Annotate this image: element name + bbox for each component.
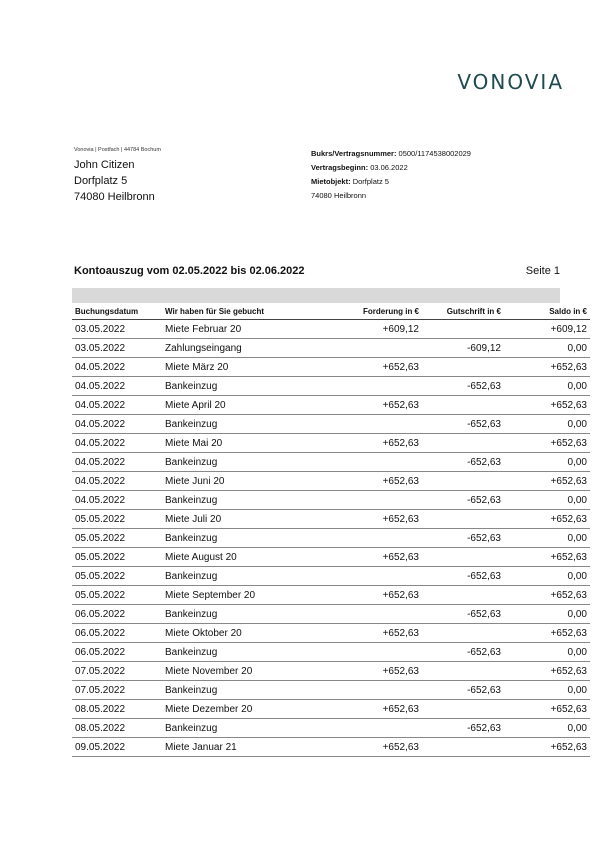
cell-gutschrift xyxy=(422,586,504,605)
cell-saldo: +609,12 xyxy=(504,320,590,339)
table-row xyxy=(72,339,590,358)
cell-description: Miete Januar 21 xyxy=(162,738,318,757)
contract-start-value: 03.06.2022 xyxy=(370,163,408,172)
cell-description: Miete März 20 xyxy=(162,358,318,377)
cell-gutschrift xyxy=(422,700,504,719)
cell-description: Bankeinzug xyxy=(162,719,318,738)
cell-forderung: +652,63 xyxy=(318,510,422,529)
table-row xyxy=(72,396,590,415)
contract-start-label: Vertragsbeginn: xyxy=(311,163,369,172)
table-row xyxy=(72,567,590,586)
cell-saldo: +652,63 xyxy=(504,396,590,415)
cell-forderung: +652,63 xyxy=(318,624,422,643)
table-row xyxy=(72,738,590,757)
cell-forderung xyxy=(318,605,422,624)
cell-forderung xyxy=(318,339,422,358)
cell-forderung: +652,63 xyxy=(318,738,422,757)
statement-table xyxy=(72,303,590,757)
cell-gutschrift: -652,63 xyxy=(422,605,504,624)
cell-saldo: +652,63 xyxy=(504,624,590,643)
cell-forderung: +609,12 xyxy=(318,320,422,339)
table-header-row xyxy=(72,303,590,320)
sender-line: Vonovia | Postfach | 44784 Bochum xyxy=(74,147,161,153)
cell-gutschrift xyxy=(422,548,504,567)
page-number: Seite 1 xyxy=(525,265,560,277)
cell-description: Miete Mai 20 xyxy=(162,434,318,453)
cell-forderung: +652,63 xyxy=(318,358,422,377)
cell-saldo: 0,00 xyxy=(504,339,590,358)
cell-date: 04.05.2022 xyxy=(72,434,162,453)
cell-saldo: +652,63 xyxy=(504,358,590,377)
cell-description: Miete Februar 20 xyxy=(162,320,318,339)
cell-gutschrift: -609,12 xyxy=(422,339,504,358)
contract-object-value: Dorfplatz 5 xyxy=(352,177,389,186)
cell-gutschrift: -652,63 xyxy=(422,719,504,738)
cell-description: Miete Oktober 20 xyxy=(162,624,318,643)
cell-forderung: +652,63 xyxy=(318,548,422,567)
cell-date: 09.05.2022 xyxy=(72,738,162,757)
cell-saldo: 0,00 xyxy=(504,377,590,396)
cell-description: Bankeinzug xyxy=(162,681,318,700)
cell-description: Bankeinzug xyxy=(162,415,318,434)
cell-gutschrift xyxy=(422,624,504,643)
cell-forderung xyxy=(318,415,422,434)
cell-forderung xyxy=(318,643,422,662)
cell-date: 07.05.2022 xyxy=(72,662,162,681)
cell-saldo: +652,63 xyxy=(504,586,590,605)
table-row xyxy=(72,548,590,567)
cell-date: 04.05.2022 xyxy=(72,472,162,491)
cell-gutschrift: -652,63 xyxy=(422,491,504,510)
cell-date: 05.05.2022 xyxy=(72,586,162,605)
header-forderung: Forderung in € xyxy=(318,303,422,320)
cell-date: 06.05.2022 xyxy=(72,605,162,624)
header-bar xyxy=(72,288,560,303)
cell-saldo: 0,00 xyxy=(504,643,590,662)
cell-forderung: +652,63 xyxy=(318,472,422,491)
cell-gutschrift: -652,63 xyxy=(422,453,504,472)
cell-date: 07.05.2022 xyxy=(72,681,162,700)
cell-saldo: 0,00 xyxy=(504,529,590,548)
cell-gutschrift: -652,63 xyxy=(422,643,504,662)
cell-date: 03.05.2022 xyxy=(72,320,162,339)
cell-description: Bankeinzug xyxy=(162,377,318,396)
table-row xyxy=(72,453,590,472)
recipient-address xyxy=(74,157,155,205)
cell-gutschrift: -652,63 xyxy=(422,529,504,548)
cell-saldo: +652,63 xyxy=(504,434,590,453)
cell-forderung: +652,63 xyxy=(318,434,422,453)
cell-saldo: 0,00 xyxy=(504,567,590,586)
header-description: Wir haben für Sie gebucht xyxy=(162,303,318,320)
cell-forderung: +652,63 xyxy=(318,700,422,719)
cell-forderung xyxy=(318,453,422,472)
cell-description: Miete Dezember 20 xyxy=(162,700,318,719)
recipient-city: 74080 Heilbronn xyxy=(74,191,155,203)
cell-date: 06.05.2022 xyxy=(72,643,162,662)
cell-forderung xyxy=(318,681,422,700)
cell-gutschrift xyxy=(422,320,504,339)
cell-date: 05.05.2022 xyxy=(72,548,162,567)
cell-gutschrift xyxy=(422,738,504,757)
cell-gutschrift xyxy=(422,358,504,377)
table-row xyxy=(72,472,590,491)
cell-saldo: +652,63 xyxy=(504,472,590,491)
cell-date: 08.05.2022 xyxy=(72,700,162,719)
cell-description: Miete August 20 xyxy=(162,548,318,567)
cell-saldo: +652,63 xyxy=(504,738,590,757)
cell-description: Miete Juni 20 xyxy=(162,472,318,491)
company-logo: VONOVIA xyxy=(457,70,564,94)
cell-description: Miete April 20 xyxy=(162,396,318,415)
table-row xyxy=(72,510,590,529)
cell-date: 04.05.2022 xyxy=(72,396,162,415)
table-row xyxy=(72,491,590,510)
cell-saldo: 0,00 xyxy=(504,719,590,738)
table-row xyxy=(72,586,590,605)
cell-saldo: +652,63 xyxy=(504,548,590,567)
cell-gutschrift: -652,63 xyxy=(422,681,504,700)
cell-date: 08.05.2022 xyxy=(72,719,162,738)
contract-object-city: 74080 Heilbronn xyxy=(311,191,367,200)
recipient-street: Dorfplatz 5 xyxy=(74,175,128,187)
cell-date: 05.05.2022 xyxy=(72,510,162,529)
cell-description: Bankeinzug xyxy=(162,453,318,472)
cell-forderung: +652,63 xyxy=(318,396,422,415)
table-row xyxy=(72,643,590,662)
cell-forderung xyxy=(318,491,422,510)
cell-forderung xyxy=(318,377,422,396)
cell-date: 05.05.2022 xyxy=(72,529,162,548)
cell-saldo: +652,63 xyxy=(504,510,590,529)
cell-description: Bankeinzug xyxy=(162,605,318,624)
cell-forderung xyxy=(318,567,422,586)
table-row xyxy=(72,681,590,700)
cell-description: Miete November 20 xyxy=(162,662,318,681)
table-row xyxy=(72,662,590,681)
cell-description: Bankeinzug xyxy=(162,643,318,662)
cell-forderung: +652,63 xyxy=(318,662,422,681)
cell-forderung: +652,63 xyxy=(318,586,422,605)
cell-date: 05.05.2022 xyxy=(72,567,162,586)
contract-object-label: Mietobjekt: xyxy=(311,177,351,186)
cell-description: Bankeinzug xyxy=(162,567,318,586)
cell-date: 04.05.2022 xyxy=(72,453,162,472)
contract-object-row xyxy=(311,175,471,189)
cell-date: 04.05.2022 xyxy=(72,377,162,396)
cell-date: 03.05.2022 xyxy=(72,339,162,358)
cell-forderung xyxy=(318,719,422,738)
cell-description: Bankeinzug xyxy=(162,491,318,510)
cell-saldo: 0,00 xyxy=(504,453,590,472)
cell-forderung xyxy=(318,529,422,548)
cell-date: 04.05.2022 xyxy=(72,358,162,377)
table-row xyxy=(72,377,590,396)
contract-number-label: Bukrs/Vertragsnummer: xyxy=(311,149,397,158)
cell-description: Zahlungseingang xyxy=(162,339,318,358)
statement-title: Kontoauszug vom 02.05.2022 bis 02.06.2022 xyxy=(74,265,305,277)
table-row xyxy=(72,529,590,548)
header-date: Buchungsdatum xyxy=(72,303,162,320)
contract-info xyxy=(311,147,471,203)
recipient-name: John Citizen xyxy=(74,159,135,171)
cell-saldo: +652,63 xyxy=(504,662,590,681)
contract-start-row xyxy=(311,161,471,175)
table-row xyxy=(72,700,590,719)
header-saldo: Saldo in € xyxy=(504,303,590,320)
cell-gutschrift: -652,63 xyxy=(422,415,504,434)
table-row xyxy=(72,605,590,624)
cell-description: Miete September 20 xyxy=(162,586,318,605)
cell-gutschrift xyxy=(422,510,504,529)
cell-gutschrift: -652,63 xyxy=(422,377,504,396)
contract-number-row xyxy=(311,147,471,161)
cell-date: 06.05.2022 xyxy=(72,624,162,643)
cell-saldo: +652,63 xyxy=(504,700,590,719)
table-row xyxy=(72,358,590,377)
table-row xyxy=(72,434,590,453)
cell-description: Miete Juli 20 xyxy=(162,510,318,529)
cell-gutschrift xyxy=(422,434,504,453)
table-row xyxy=(72,415,590,434)
cell-gutschrift: -652,63 xyxy=(422,567,504,586)
cell-description: Bankeinzug xyxy=(162,529,318,548)
table-row xyxy=(72,719,590,738)
cell-date: 04.05.2022 xyxy=(72,491,162,510)
contract-number-value: 0500/1174538002029 xyxy=(398,149,471,158)
cell-gutschrift xyxy=(422,396,504,415)
cell-saldo: 0,00 xyxy=(504,415,590,434)
cell-saldo: 0,00 xyxy=(504,491,590,510)
cell-date: 04.05.2022 xyxy=(72,415,162,434)
cell-saldo: 0,00 xyxy=(504,605,590,624)
cell-saldo: 0,00 xyxy=(504,681,590,700)
cell-gutschrift xyxy=(422,472,504,491)
cell-gutschrift xyxy=(422,662,504,681)
table-row xyxy=(72,624,590,643)
header-gutschrift: Gutschrift in € xyxy=(422,303,504,320)
table-row xyxy=(72,320,590,339)
